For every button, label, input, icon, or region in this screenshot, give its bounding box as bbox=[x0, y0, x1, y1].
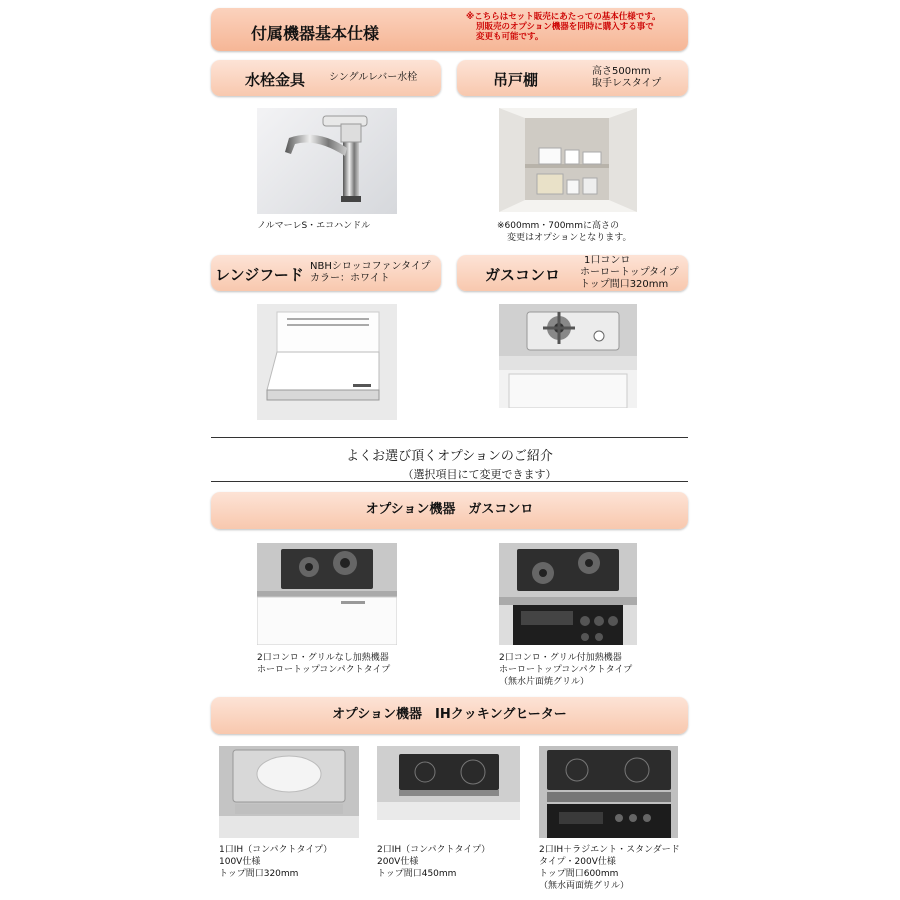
stove-desc bbox=[580, 255, 679, 291]
spec-header-note-line: 変更も可能です。 bbox=[476, 32, 544, 42]
divider-top bbox=[211, 437, 688, 438]
ih-option-3-caption-line: タイプ・200V仕様 bbox=[539, 857, 616, 867]
ih-option-2-photo bbox=[377, 746, 520, 820]
cabinet-photo bbox=[499, 108, 637, 212]
faucet-desc: シングルレバー水栓 bbox=[329, 72, 418, 83]
gas-option-1-caption-line: 2口コンロ・グリルなし加熱機器 bbox=[257, 653, 389, 663]
divider-bottom bbox=[211, 481, 688, 482]
stove-title: ガスコンロ bbox=[485, 266, 561, 284]
ih-option-1-caption-line: 100V仕様 bbox=[219, 857, 261, 867]
cabinet-caption-line: ※600mm・700mmに高さの bbox=[497, 221, 619, 231]
stove-desc-line: ホーロートップタイプ bbox=[580, 267, 679, 278]
gas-option-1-photo bbox=[257, 543, 397, 645]
ih-option-3-caption bbox=[539, 844, 680, 892]
stove-banner bbox=[457, 255, 688, 291]
options-intro-title: よくお選び頂くオプションのご紹介 bbox=[346, 449, 553, 464]
faucet-photo bbox=[257, 108, 397, 214]
stove-desc-line: トップ間口320mm bbox=[580, 279, 669, 290]
ih-option-3-caption-line: （無水両面焼グリル） bbox=[539, 881, 630, 891]
gas-options-banner bbox=[211, 492, 688, 529]
cabinet-desc-line: 高さ500mm bbox=[592, 66, 651, 77]
ih-option-2-caption bbox=[377, 844, 490, 880]
options-intro bbox=[211, 445, 688, 482]
cabinet-banner bbox=[457, 60, 688, 96]
gas-options-title: オプション機器 ガスコンロ bbox=[365, 502, 534, 517]
ih-option-2-caption-line: トップ間口450mm bbox=[377, 869, 457, 879]
ih-option-1-caption-line: 1口IH（コンパクトタイプ） bbox=[219, 845, 333, 855]
hood-desc-line: NBHシロッコファンタイプ bbox=[310, 261, 431, 272]
cabinet-desc bbox=[592, 66, 661, 90]
hood-photo bbox=[257, 304, 397, 420]
cabinet-desc-line: 取手レスタイプ bbox=[592, 78, 662, 89]
ih-option-1-photo bbox=[219, 746, 359, 838]
hood-banner bbox=[211, 255, 441, 291]
ih-option-1-caption-line: トップ間口320mm bbox=[219, 869, 299, 879]
faucet-banner bbox=[211, 60, 441, 96]
stove-photo bbox=[499, 304, 637, 408]
options-intro-subtitle: （選択項目にて変更できます） bbox=[402, 468, 557, 481]
ih-option-2-caption-line: 2口IH（コンパクトタイプ） bbox=[377, 845, 491, 855]
gas-option-1-caption-line: ホーロートップコンパクトタイプ bbox=[257, 665, 391, 675]
stove-desc-line: 1口コンロ bbox=[584, 255, 631, 266]
faucet-title: 水栓金具 bbox=[245, 71, 306, 89]
ih-options-banner bbox=[211, 697, 688, 734]
faucet-caption: ノルマーレS・エコハンドル bbox=[257, 221, 371, 231]
gas-option-2-caption bbox=[499, 652, 632, 688]
ih-option-2-caption-line: 200V仕様 bbox=[377, 857, 419, 867]
spec-header-note-line: 別販売のオプション機器を同時に購入する事で bbox=[476, 22, 654, 32]
gas-option-2-caption-line: 2口コンロ・グリル付加熱機器 bbox=[499, 653, 622, 663]
hood-desc-line: カラー：ホワイト bbox=[310, 273, 390, 284]
spec-header-banner bbox=[211, 8, 688, 51]
cabinet-caption bbox=[497, 220, 631, 244]
gas-option-2-photo bbox=[499, 543, 637, 645]
gas-option-1-caption bbox=[257, 652, 390, 676]
ih-options-title: オプション機器 IHクッキングヒーター bbox=[332, 707, 567, 722]
ih-option-1-caption bbox=[219, 844, 332, 880]
spec-header-title: 付属機器基本仕様 bbox=[251, 24, 380, 43]
spec-header-note-line: ※こちらはセット販売にあたっての基本仕様です。 bbox=[466, 12, 661, 22]
cabinet-title: 吊戸棚 bbox=[493, 71, 539, 89]
gas-option-2-caption-line: ホーロートップコンパクトタイプ bbox=[499, 665, 633, 675]
hood-desc bbox=[310, 261, 431, 285]
gas-option-2-caption-line: （無水片面焼グリル） bbox=[499, 677, 590, 687]
hood-title: レンジフード bbox=[215, 266, 304, 284]
ih-option-3-photo bbox=[539, 746, 678, 838]
ih-option-3-caption-line: トップ間口600mm bbox=[539, 869, 619, 879]
cabinet-caption-line: 変更はオプションとなります。 bbox=[507, 233, 632, 243]
ih-option-3-caption-line: 2口IH＋ラジエント・スタンダード bbox=[539, 845, 680, 855]
spec-header-note bbox=[466, 12, 686, 42]
